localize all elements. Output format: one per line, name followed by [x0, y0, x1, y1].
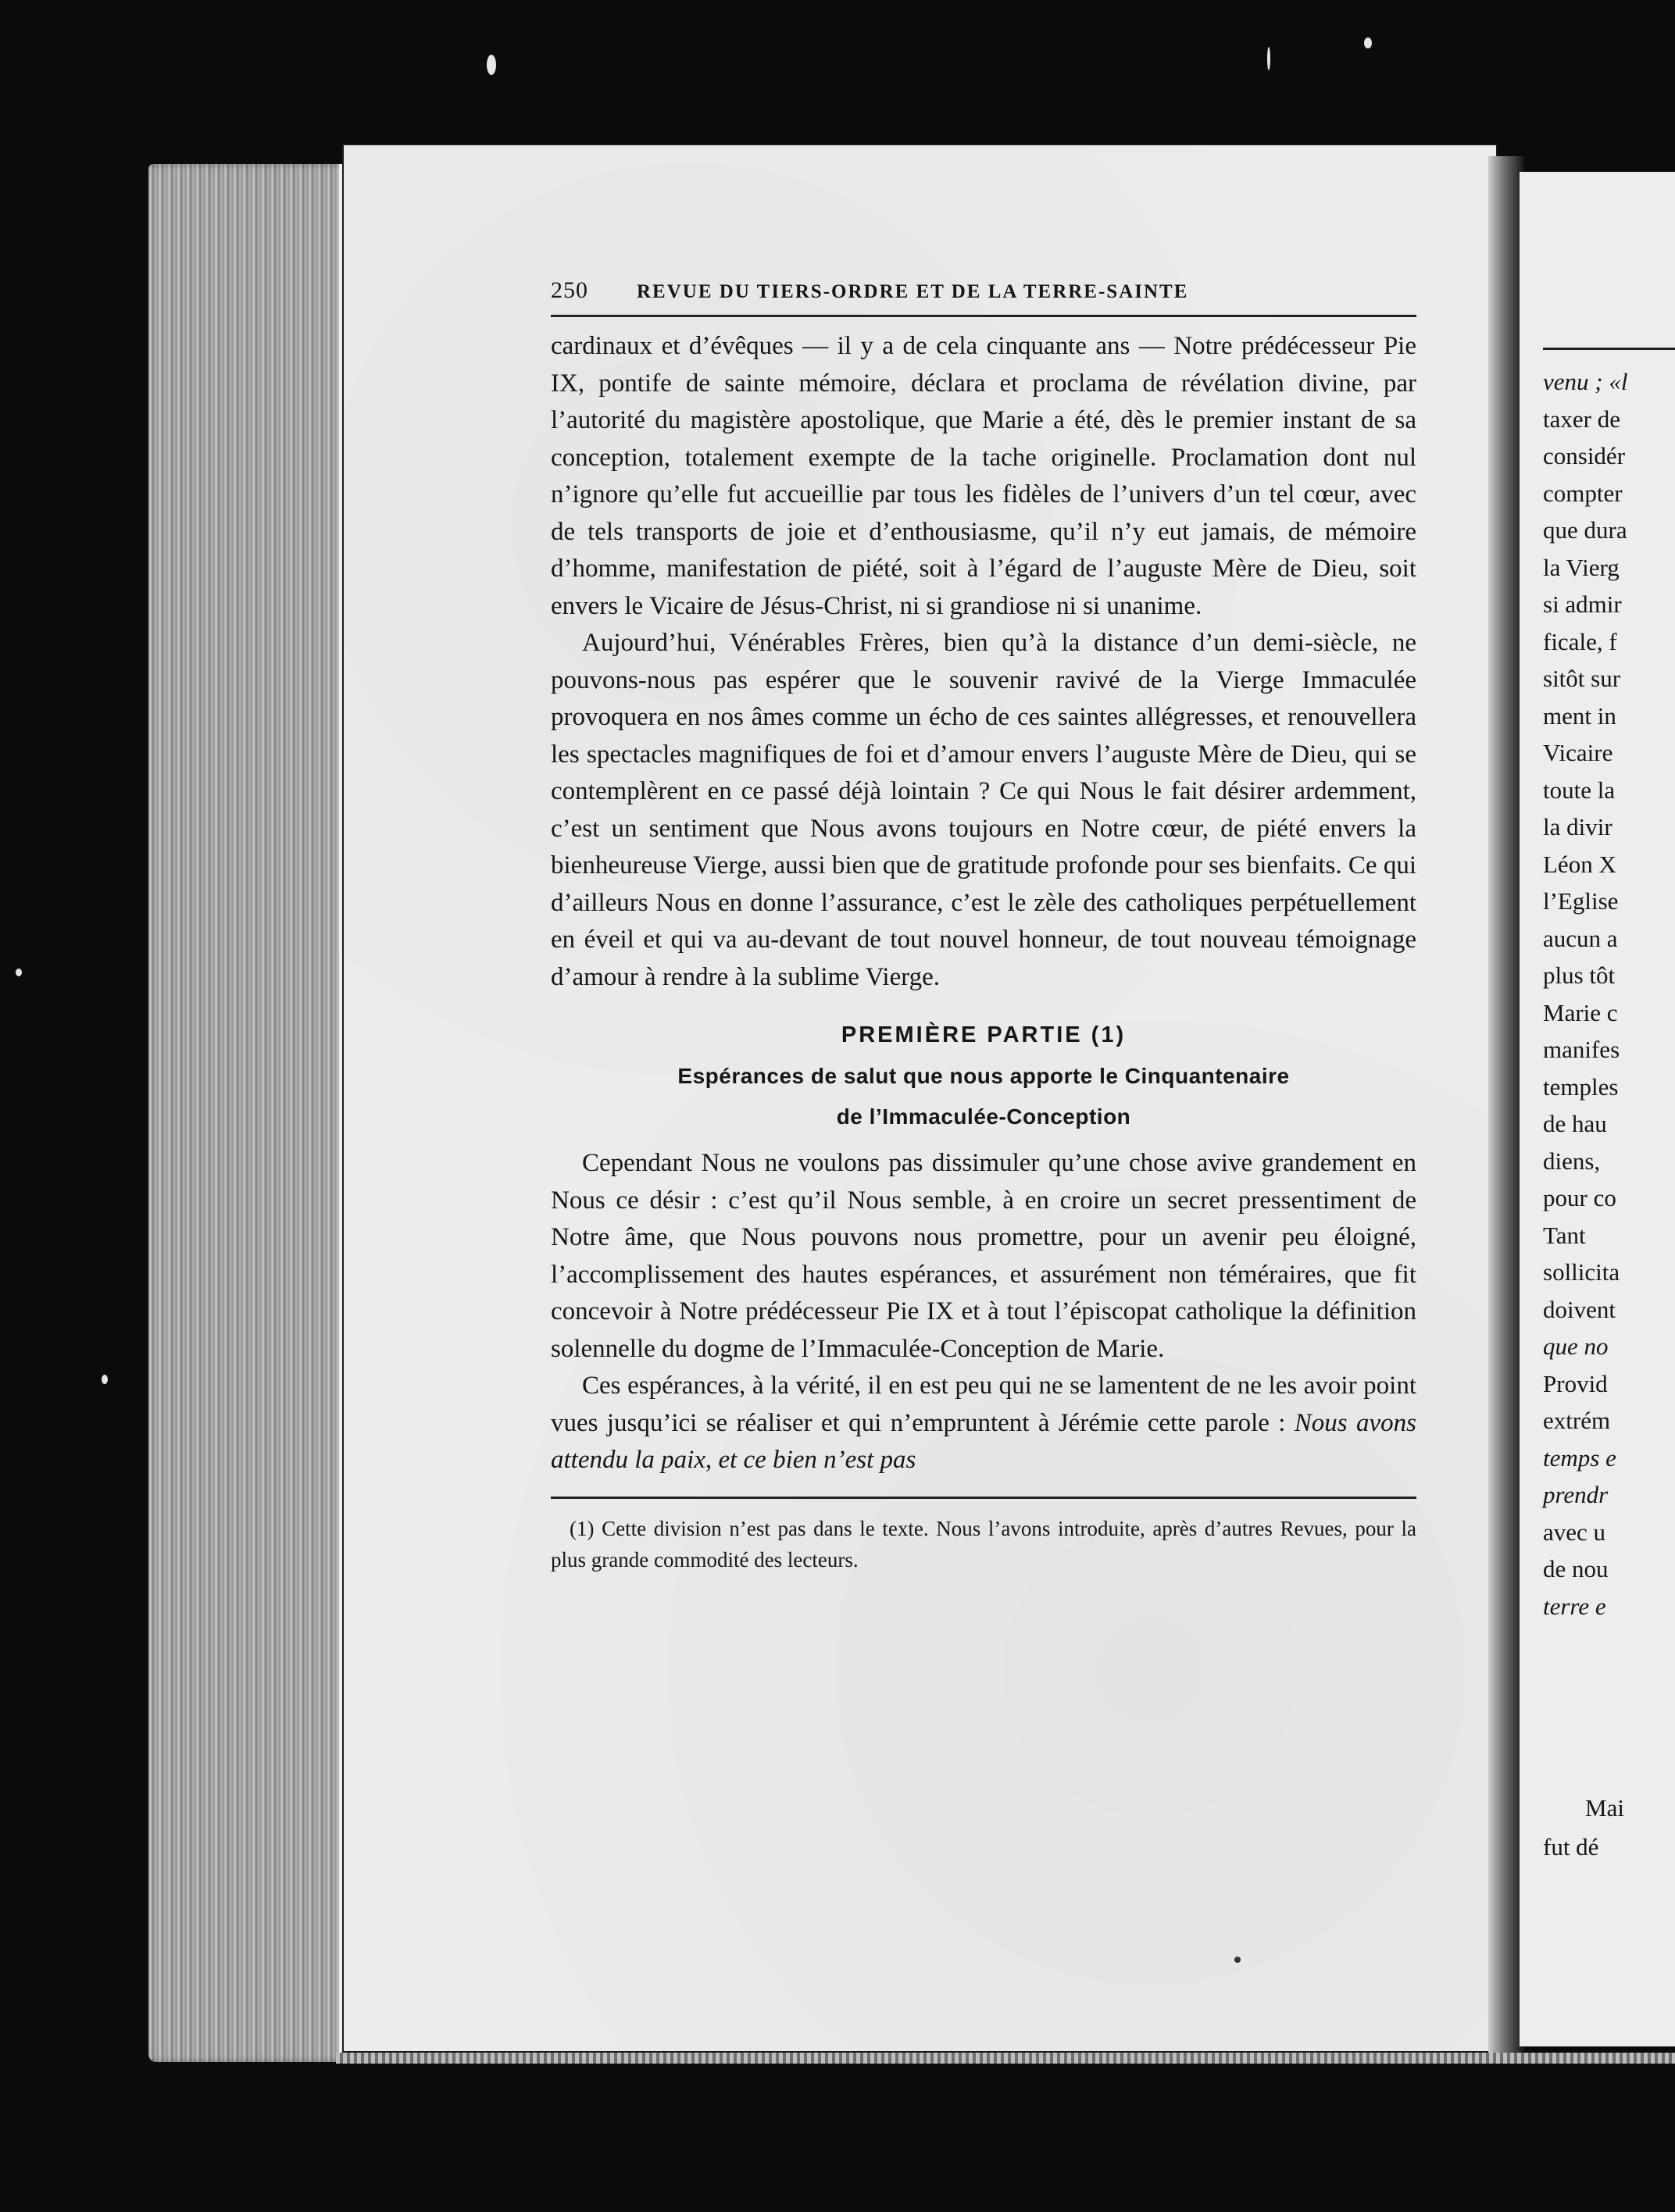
- right-page-line: venu ; «l: [1543, 368, 1628, 395]
- right-page-line: ment in: [1543, 701, 1616, 730]
- right-page-line: pour co: [1543, 1184, 1616, 1211]
- right-page-line: sollicita: [1543, 1258, 1620, 1286]
- right-page-line: considér: [1543, 442, 1626, 469]
- right-page-line: compter: [1543, 479, 1623, 507]
- right-page-line: avec u: [1543, 1518, 1606, 1546]
- dust-speck: [16, 969, 22, 976]
- footnote-rule: [551, 1497, 1416, 1499]
- left-page-text: [551, 277, 1416, 1575]
- right-page-line: diens,: [1543, 1147, 1601, 1175]
- right-page-line: que dura: [1543, 516, 1627, 544]
- section-subtitle-line-1: Espérances de salut que nous apporte le Cinquantenaire: [677, 1064, 1290, 1088]
- paragraph-2: Aujourd’hui, Vénérables Frères, bien qu’à la distance d’un demi-siècle, ne pouvons-nous pas espérer que le souvenir ravivé de la Vierge Immaculée provoquera en nos âmes comme un écho de ces saintes allégresses, et renouvellera les spectacles magnifiques de foi et d’amour envers l’auguste Mère de Dieu, qui se contemplèrent en ce passé déjà lointain ? Ce qui Nous le fait désirer ardemment, c’est un sentiment que Nous avons toujours en Notre cœur, de piété envers la bienheureuse Vierge, aussi bien que de gratitude profonde pour ses bienfaits. Ce qui d’ailleurs Nous en donne l’assurance, c’est le zèle des catholiques perpétuellement en éveil et qui va au-devant de tout nouvel honneur, de tout nouveau témoignage d’amour à rendre à la sublime Vierge.: [551, 629, 1416, 991]
- right-page-line: Léon X: [1543, 850, 1616, 878]
- right-page-line: doivent: [1543, 1295, 1616, 1323]
- right-page-line: de nou: [1543, 1555, 1609, 1582]
- right-page-line: terre e: [1543, 1592, 1606, 1620]
- right-page-line: la divir: [1543, 813, 1612, 840]
- dust-speck: [1364, 37, 1372, 48]
- right-page-line: extrém: [1543, 1407, 1611, 1434]
- right-page-line: aucun a: [1543, 924, 1618, 952]
- right-page-line: Tant: [1543, 1221, 1586, 1249]
- page-number: 250: [551, 277, 588, 303]
- right-page-line: Provid: [1543, 1369, 1608, 1397]
- right-page-line: que no: [1543, 1333, 1609, 1360]
- paragraph-4-comma: ,: [705, 1446, 712, 1474]
- right-page-line: l’Eglise: [1543, 887, 1619, 915]
- right-page-line: ficale, f: [1543, 627, 1617, 655]
- dust-speck: [1267, 47, 1270, 70]
- right-page-line: plus tôt: [1543, 962, 1616, 989]
- dust-speck: [487, 55, 496, 75]
- right-page-footer: [1543, 1789, 1624, 1867]
- dust-speck: [102, 1375, 108, 1384]
- book-bottom-edge: [336, 2053, 1675, 2064]
- right-page: [1520, 172, 1675, 2046]
- right-page-line: taxer de: [1543, 405, 1620, 433]
- right-page-line: prendr: [1543, 1481, 1609, 1508]
- right-page-line: de hau: [1543, 1110, 1607, 1137]
- right-page-line: sitôt sur: [1543, 665, 1621, 692]
- paragraph-4-text: Ces espérances, à la vérité, il en est peu qui ne se lamentent de ne les avoir point vues jusqu’ici se réaliser et qui n’empruntent à Jérémie cette parole :: [551, 1372, 1416, 1437]
- right-footer-line-2: fut dé: [1543, 1833, 1599, 1861]
- right-footer-line-1: Mai: [1585, 1794, 1624, 1821]
- section-title: PREMIÈRE PARTIE (1): [841, 1022, 1127, 1047]
- paragraph-4-quote-1: Nous avons attendu la paix: [551, 1408, 1416, 1474]
- section-subtitle: [551, 1056, 1416, 1137]
- paragraph-3: Cependant Nous ne voulons pas dissimuler qu’une chose avive grandement en Nous ce désir : c’est qu’il Nous semble, à en croire un secret pressentiment de Notre âme, que Nous pouvons nous promettre, pour un avenir peu éloigné, l’accomplissement des hautes espérances, et assurément non téméraires, que fit concevoir à Notre prédécesseur Pie IX et à tout l’épiscopat catholique la définition solennelle du dogme de l’Immaculée-Conception de Marie.: [551, 1149, 1416, 1363]
- right-page-line: Vicaire: [1543, 739, 1613, 766]
- section-subtitle-line-2: de l’Immaculée-Conception: [836, 1104, 1131, 1129]
- right-page-line: la Vierg: [1543, 553, 1620, 581]
- paragraph-4: [551, 1368, 1416, 1479]
- running-head-title: REVUE DU TIERS-ORDRE ET DE LA TERRE-SAINTE: [637, 281, 1189, 302]
- right-page-text: [1543, 348, 1675, 1625]
- footnote: (1) Cette division n’est pas dans le texte. Nous l’avons introduite, après d’autres Revues, pour la plus grande commodité des lecteurs.: [551, 1516, 1416, 1572]
- book-page-edges: [148, 164, 359, 2062]
- running-head: [551, 277, 1416, 317]
- right-page-line: temps e: [1543, 1443, 1616, 1472]
- right-page-line: si admir: [1543, 590, 1622, 618]
- right-page-line: toute la: [1543, 776, 1616, 804]
- paragraph-1: cardinaux et d’évêques — il y a de cela cinquante ans — Notre prédécesseur Pie IX, pontife de sainte mémoire, déclara et proclama de révélation divine, par l’autorité du magistère apostolique, que Marie a été, dès le premier instant de sa conception, totalement exempte de la tache originelle. Proclamation dont nul n’ignore qu’elle fut accueillie par tous les fidèles de l’univers d’un tel cœur, avec de tels transports de joie et d’enthousiasme, qu’il n’y eut jamais, de mémoire d’homme, manifestation de piété, soit à l’égard de l’auguste Mère de Dieu, soit envers le Vicaire de Jésus-Christ, ni si grandiose ni si unanime.: [551, 332, 1416, 620]
- paragraph-4-quote-2: et ce bien n’est pas: [718, 1446, 916, 1474]
- right-page-line: Marie c: [1543, 998, 1618, 1026]
- right-page-line: manifes: [1543, 1036, 1620, 1063]
- right-page-line: temples: [1543, 1072, 1619, 1101]
- dust-speck: [1234, 1957, 1241, 1963]
